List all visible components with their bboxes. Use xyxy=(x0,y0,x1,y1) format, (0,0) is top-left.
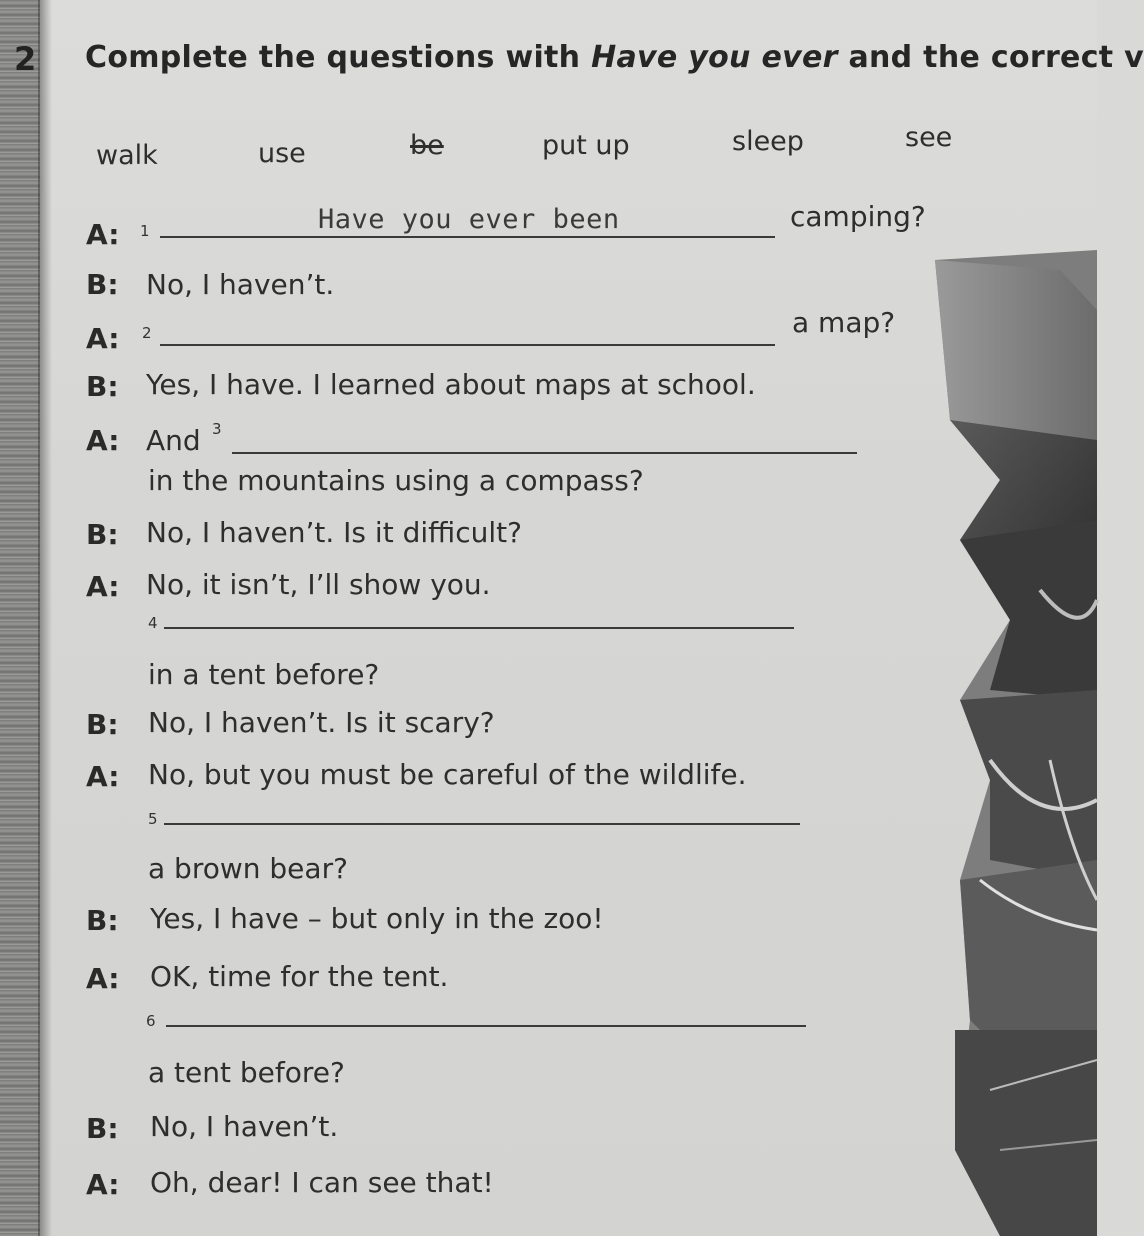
answer-blank[interactable] xyxy=(166,1025,806,1027)
word-box-item: use xyxy=(258,138,306,169)
speaker-label: A: xyxy=(86,322,120,355)
speaker-label: A: xyxy=(86,962,120,995)
gap-number: 5 xyxy=(148,810,158,828)
question-end: a map? xyxy=(792,306,896,339)
answer-blank[interactable] xyxy=(160,236,775,238)
speaker-label: A: xyxy=(86,760,120,793)
dialogue-line: Yes, I have. I learned about maps at school. xyxy=(146,368,756,401)
question-end: camping? xyxy=(790,200,926,233)
gap-number: 2 xyxy=(142,324,152,342)
gap-number: 1 xyxy=(140,222,150,240)
answer-blank[interactable] xyxy=(232,452,857,454)
dialogue-line: No, but you must be careful of the wildlife. xyxy=(148,758,747,791)
gap-number: 4 xyxy=(148,614,158,632)
gap-number: 3 xyxy=(212,420,222,438)
handwritten-answer: Have you ever been xyxy=(318,204,620,235)
dialogue-line: OK, time for the tent. xyxy=(150,960,449,993)
speaker-label: A: xyxy=(86,570,120,603)
instruction-part-2: and the correct v xyxy=(837,40,1144,75)
answer-blank[interactable] xyxy=(164,627,794,629)
dialogue-line: Oh, dear! I can see that! xyxy=(150,1166,494,1199)
answer-blank[interactable] xyxy=(160,344,775,346)
speaker-label: A: xyxy=(86,1168,120,1201)
dialogue-line: No, I haven’t. Is it difficult? xyxy=(146,516,522,549)
dialogue-line: in the mountains using a compass? xyxy=(148,464,644,497)
exercise-number: 2 xyxy=(14,40,37,78)
word-box-item: walk xyxy=(96,140,158,171)
exercise-instruction xyxy=(85,40,1144,75)
dialogue-line: No, I haven’t. xyxy=(150,1110,339,1143)
dialogue-line: No, I haven’t. Is it scary? xyxy=(148,706,495,739)
dialogue-line: a brown bear? xyxy=(148,852,348,885)
word-box-item: see xyxy=(905,122,953,153)
dialogue-line: And xyxy=(146,424,201,457)
dialogue-line: No, it isn’t, I’ll show you. xyxy=(146,568,491,601)
speaker-label: B: xyxy=(86,268,119,301)
instruction-target-phrase: Have you ever xyxy=(591,40,838,75)
instruction-part-1: Complete the questions with xyxy=(85,40,592,75)
speaker-label: B: xyxy=(86,708,119,741)
speaker-label: A: xyxy=(86,424,120,457)
word-box-item-crossed-out: be xyxy=(410,130,444,161)
speaker-label: B: xyxy=(86,904,119,937)
dialogue-line: in a tent before? xyxy=(148,658,380,691)
dialogue-line: No, I haven’t. xyxy=(146,268,335,301)
word-box-item: put up xyxy=(542,130,630,161)
answer-blank[interactable] xyxy=(164,823,800,825)
speaker-label: B: xyxy=(86,518,119,551)
speaker-label: B: xyxy=(86,1112,119,1145)
speaker-label: B: xyxy=(86,370,119,403)
dialogue-line: Yes, I have – but only in the zoo! xyxy=(150,902,604,935)
word-box-item: sleep xyxy=(732,126,804,157)
dialogue-line: a tent before? xyxy=(148,1056,345,1089)
speaker-label: A: xyxy=(86,218,120,251)
gap-number: 6 xyxy=(146,1012,156,1030)
